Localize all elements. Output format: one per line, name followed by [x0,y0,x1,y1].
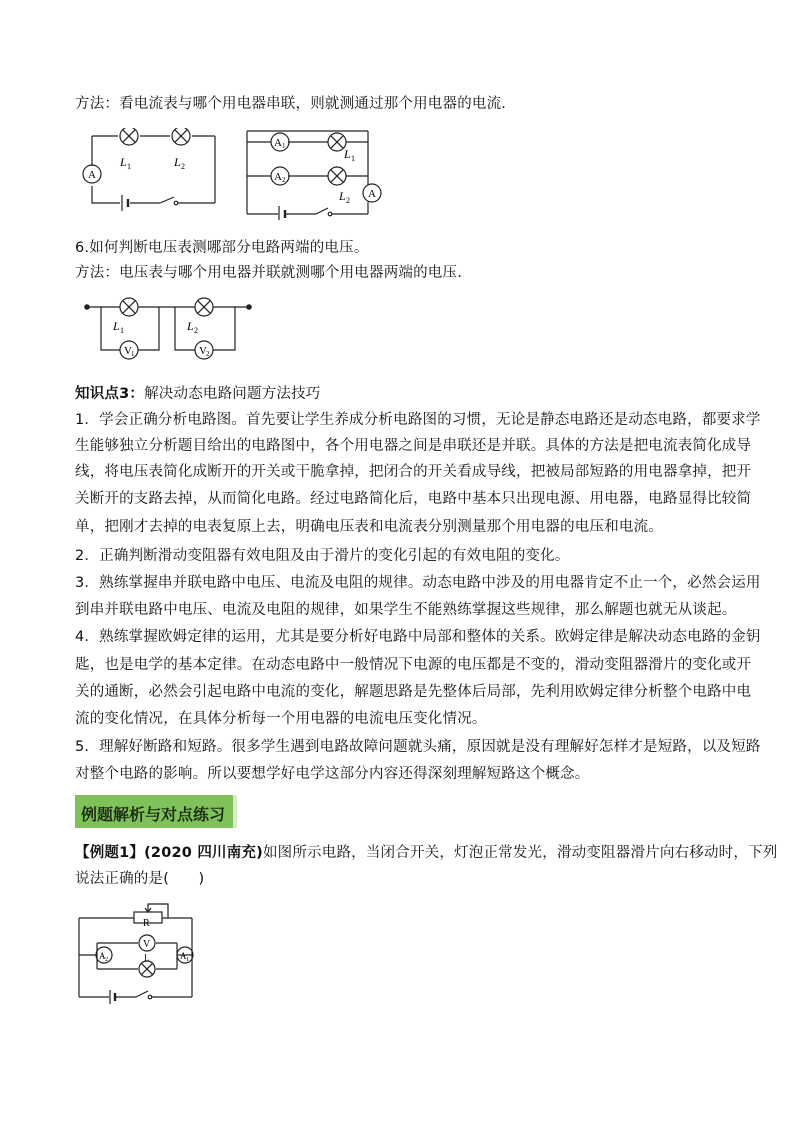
ammeter-a2-sub-ex: 2 [105,957,108,963]
paragraph-line: 流的变化情况，在具体分析每一个用电器的电流电压变化情况。 [75,711,487,727]
ammeter-label: A [88,169,96,181]
example-1-text: 如图所示电路，当闭合开关，灯泡正常发光，滑动变阻器滑片向右移动时，下列 [262,845,778,861]
voltmeter-v2-label: V [199,345,207,357]
knowledge-point-3-label: 知识点3： [75,386,145,402]
ammeter-a-label: A [368,188,376,200]
paragraph-line: 对整个电路的影响。所以要想学好电学这部分内容还得深刻理解短路这个概念。 [75,766,590,782]
voltmeter-v1-label: V [124,345,132,357]
paragraph-line: 关断开的支路去掉，从而简化电路。经过电路简化后，电路中基本只出现电源、用电器，电路显得比较简 [75,491,752,507]
section-banner [75,795,237,828]
lamp-l1-label-3: L [113,319,120,333]
paragraph-line: 线，将电压表简化成断开的开关或干脆拿掉，把闭合的开关看成导线，把被局部短路的用电器拿掉，把开 [75,464,752,480]
circuit-diagram-series-ammeter [70,128,225,214]
method-ammeter-text: 方法：看电流表与哪个用电器串联，则就测通过那个用电器的电流. [75,96,507,112]
paragraph-line: 单，把刚才去掉的电表复原上去，明确电压表和电流表分别测量那个用电器的电压和电流。 [75,519,663,535]
question-6-text: 6.如何判断电压表测哪部分电路两端的电压。 [75,240,369,256]
voltmeter-v2-sub: 2 [206,350,210,358]
voltmeter-label: V [143,939,151,950]
method-voltmeter-text: 方法：电压表与哪个用电器并联就测哪个用电器两端的电压. [75,265,463,281]
circuit-diagram-parallel-ammeters [244,128,392,220]
ammeter-a1-label: A [274,137,282,149]
lamp-l2-label-2: L [339,189,346,203]
rheostat-label: R [143,918,150,929]
example-1-line [75,844,777,862]
lamp-label: L [144,953,150,963]
lamp-l2-sub: 2 [181,162,185,171]
ammeter-a1-label-ex: A [180,951,187,961]
ammeter-a1-sub: 1 [282,142,286,150]
lamp-l1-sub-2: 1 [351,154,355,163]
paragraph-line: 1．学会正确分析电路图。首先要让学生养成分析电路图的习惯，无论是静态电路还是动态电路，都要求学 [75,412,761,428]
paragraph-line: 生能够独立分析题目给出的电路图中，各个用电器之间是串联还是并联。具体的方法是把电流表简化成导 [75,438,752,454]
ammeter-a2-label: A [274,171,282,183]
paragraph-line: 4．熟练掌握欧姆定律的运用，尤其是要分析好电路中局部和整体的关系。欧姆定律是解决动态电路的金钥 [75,629,761,645]
paragraph-line: 关的通断，必然会引起电路中电流的变化，解题思路是先整体后局部，先利用欧姆定律分析整个电路中电 [75,684,752,700]
lamp-l2-label-3: L [187,319,194,333]
voltmeter-v1-sub: 1 [131,350,135,358]
knowledge-point-3-heading [75,385,321,403]
ammeter-a2-label-ex: A [99,951,106,961]
lamp-l1-sub: 1 [127,162,131,171]
paragraph-line: 到串并联电路中电压、电流及电阻的规律，如果学生不能熟练掌握这些规律，那么解题也就无从谈起。 [75,602,737,618]
section-banner-title: 例题解析与对点练习 [81,805,226,824]
example-1-circuit-diagram [72,895,207,1007]
lamp-l1-label-2: L [344,147,351,161]
lamp-l1-sub-3: 1 [120,326,124,335]
lamp-l1-label: L [120,155,127,169]
lamp-l2-sub-2: 2 [346,196,350,205]
paragraph-line: 匙，也是电学的基本定律。在动态电路中一般情况下电源的电压都是不变的，滑动变阻器滑片的变化或开 [75,657,752,673]
paragraph-line: 5．理解好断路和短路。很多学生遇到电路故障问题就头痛，原因就是没有理解好怎样才是短路，以及短路 [75,739,761,755]
circuit-diagram-voltmeters [83,292,258,362]
ammeter-a2-sub: 2 [282,176,286,184]
example-1-line-2: 说法正确的是( ) [75,871,205,887]
knowledge-point-3-title: 解决动态电路问题方法技巧 [144,386,321,402]
lamp-l2-label: L [174,155,181,169]
ammeter-a1-sub-ex: 1 [186,957,189,963]
paragraph-line: 2．正确判断滑动变阻器有效电阻及由于滑片的变化引起的有效电阻的变化。 [75,548,570,564]
example-1-label: 【例题1】(2020 四川南充) [75,845,263,861]
lamp-l2-sub-3: 2 [194,326,198,335]
paragraph-line: 3．熟练掌握串并联电路中电压、电流及电阻的规律。动态电路中涉及的用电器肯定不止一个，必然会运用 [75,575,761,591]
